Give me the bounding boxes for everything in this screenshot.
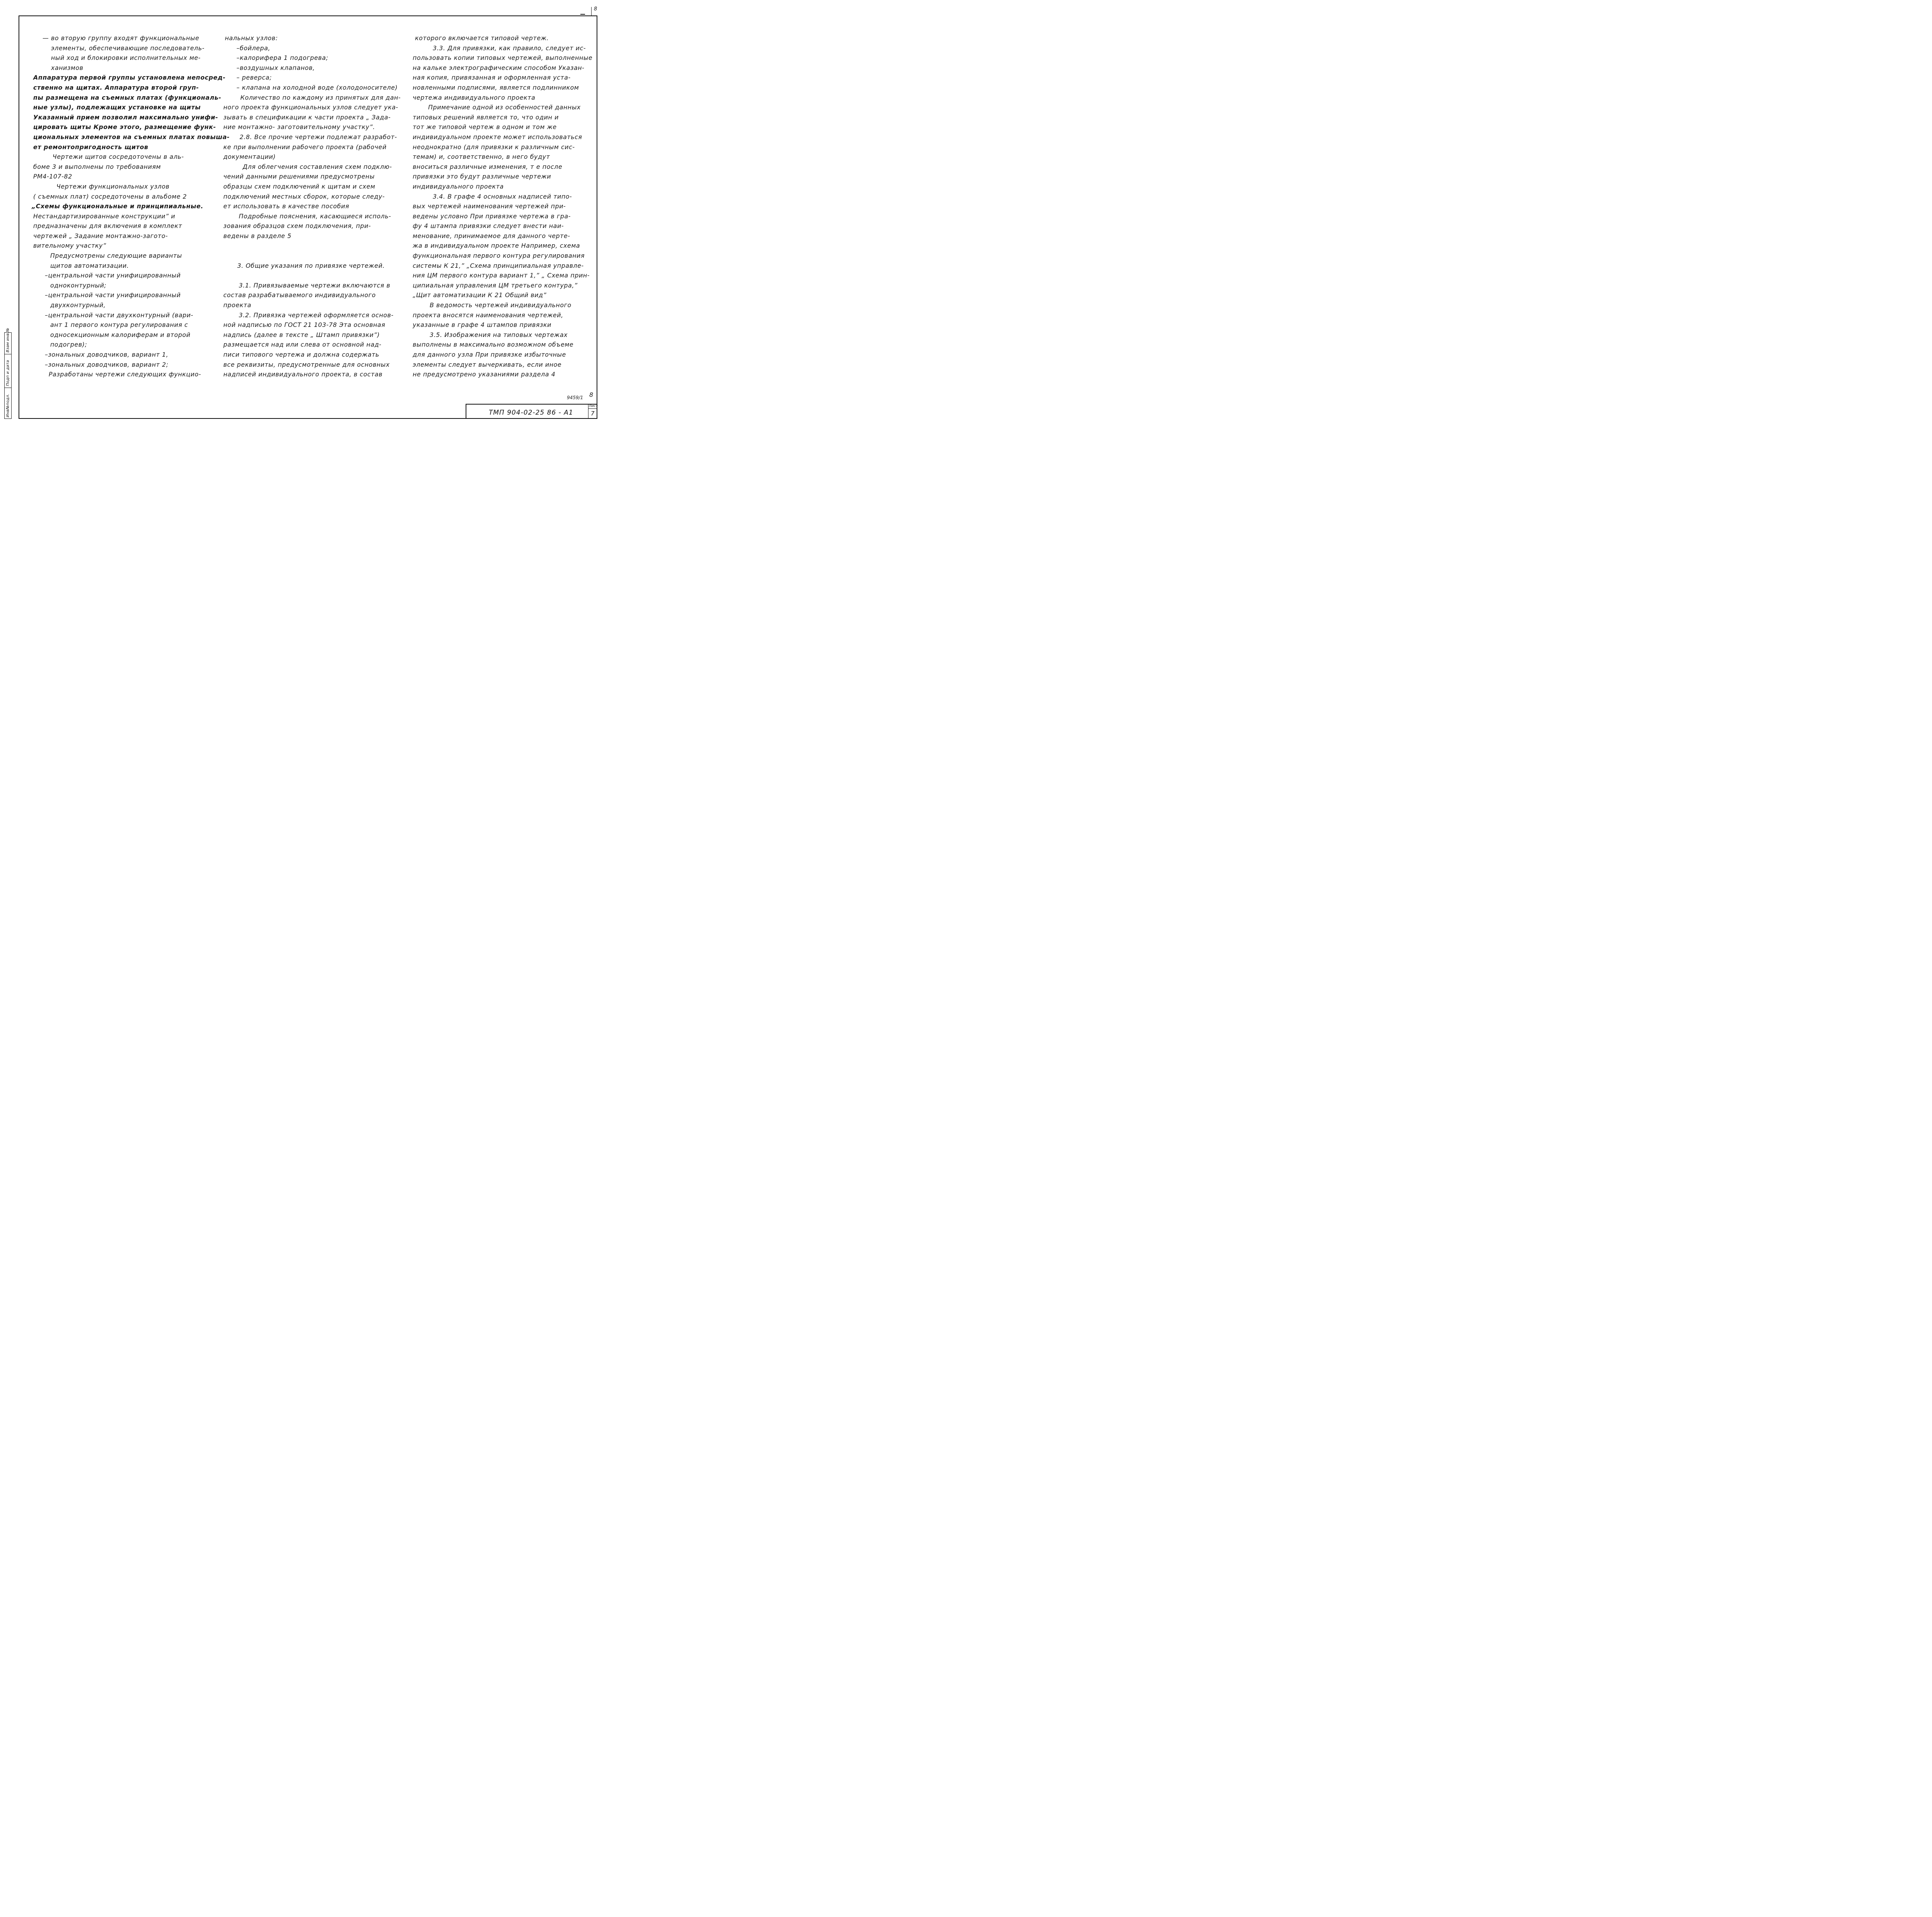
text-column-2: [221, 33, 399, 379]
sheet-label: Лист: [589, 404, 598, 408]
inventory-number: 9459/1: [567, 395, 583, 400]
text-line: одноконтурный;: [50, 281, 107, 289]
text-line: новленными подписями, является подлинником: [413, 83, 579, 91]
text-line: односекционным калориферам и второй: [50, 331, 190, 338]
text-line: предназначены для включения в комплект: [33, 222, 182, 230]
text-line: надпись (далее в тексте „ Штамп привязки”): [223, 331, 380, 338]
text-line: – клапана на холодной воде (холодоносителе): [236, 83, 398, 91]
text-line: Предусмотрены следующие варианты: [50, 252, 182, 260]
text-line: вноситься различные изменения, т е после: [413, 163, 563, 170]
text-line: все реквизиты, предусмотренные для основных: [223, 361, 390, 368]
text-line: 3.3. Для привязки, как правило, следует ис-: [433, 44, 586, 52]
text-line: ной надписью по ГОСТ 21 103-78 Эта основная: [223, 321, 386, 329]
text-line: элементы, обеспечивающие последователь-: [51, 44, 205, 52]
text-line: тот же типовой чертеж в одном и том же: [413, 123, 557, 131]
text-line: вительному участку”: [33, 242, 106, 250]
text-line: надписей индивидуального проекта, в состав: [223, 371, 383, 378]
drawing-sheet: [0, 0, 603, 426]
text-line: состав разрабатываемого индивидуального: [223, 291, 376, 299]
sheet-number: 7: [591, 410, 595, 417]
text-line: двухконтурный,: [50, 301, 106, 309]
text-line: документации): [223, 153, 276, 161]
text-line: функциональная первого контура регулирования: [413, 252, 585, 260]
text-line: жа в индивидуальном проекте Например, схема: [413, 242, 580, 250]
text-line: на кальке электрографическим способом Указан-: [413, 64, 585, 71]
text-line: писи типового чертежа и должна содержать: [223, 351, 379, 358]
text-line: для данного узла При привязке избыточные: [413, 351, 566, 358]
text-line: –бойлера,: [236, 44, 270, 52]
text-line: –зональных доводчиков, вариант 2;: [45, 361, 168, 368]
text-line: подключений местных сборок, которые следу-: [223, 192, 385, 200]
text-line: ные узлы), подлежащих установке на щиты: [33, 104, 201, 111]
text-line: Аппаратура первой группы установлена непосред-: [33, 74, 226, 82]
text-line: зования образцов схем подключения, при-: [223, 222, 371, 230]
text-line: Количество по каждому из принятых для дан-: [240, 94, 401, 101]
text-line: ет использовать в качестве пособия: [223, 202, 349, 210]
text-line: темам) и, соответственно, в него будут: [413, 153, 550, 161]
text-line: –центральной части унифицированный: [45, 272, 181, 279]
text-line: циональных элементов на съемных платах повыша-: [33, 133, 230, 141]
text-column-1: [30, 33, 230, 379]
text-line: ведены условно При привязке чертежа в гра-: [413, 212, 571, 220]
text-line: нальных узлов:: [225, 34, 278, 42]
document-code: ТМП 904-02-25 86 - А1: [489, 409, 573, 417]
text-line: В ведомость чертежей индивидуального: [430, 301, 571, 309]
text-line: ние монтажно- заготовительному участку”.: [223, 123, 375, 131]
text-line: ке при выполнении рабочего проекта (рабочей: [223, 143, 387, 151]
text-line: ная копия, привязанная и оформленная уста-: [413, 74, 571, 82]
text-line: — во вторую группу входят функциональные: [43, 34, 199, 42]
side-stamp-inv-podl: Инв№подл.: [4, 388, 12, 419]
text-line: пользовать копии типовых чертежей, выполненные: [413, 54, 593, 62]
text-line: размещается над или слева от основной над-: [223, 341, 382, 349]
text-line: Чертежи щитов сосредоточены в аль-: [53, 153, 184, 161]
text-line: которого включается типовой чертеж.: [415, 34, 549, 42]
text-line: ведены в разделе 5: [223, 232, 292, 240]
handwritten-page-number: 8: [589, 391, 594, 398]
text-line: 3.5. Изображения на типовых чертежах: [430, 331, 568, 338]
text-line: проекта: [223, 301, 252, 309]
text-line: ципиальная управления ЦМ третьего контура,”: [413, 281, 578, 289]
text-line: индивидуальном проекте может использоваться: [413, 133, 582, 141]
text-line: ного проекта функциональных узлов следует ука-: [223, 104, 398, 111]
side-stamp: [4, 328, 12, 419]
text-line: типовых решений является то, что один и: [413, 113, 559, 121]
text-line: 2.8. Все прочие чертежи подлежат разработ-: [240, 133, 397, 141]
text-line: менование, принимаемое для данного черте-: [413, 232, 570, 240]
text-line: элементы следует вычеркивать, если иное: [413, 361, 562, 368]
text-line: –калорифера 1 подогрева;: [236, 54, 328, 62]
text-line: не предусмотрено указаниями раздела 4: [413, 371, 556, 378]
text-line: ет ремонтопригодность щитов: [33, 143, 148, 151]
text-line: пы размещена на съемных платах (функциональ-: [33, 94, 221, 101]
text-line: цировать щиты Кроме этого, размещение функ-: [33, 123, 216, 131]
text-line: – реверса;: [236, 74, 272, 82]
section-heading: 3. Общие указания по привязке чертежей.: [237, 262, 385, 269]
text-line: боме 3 и выполнены по требованиям: [33, 163, 161, 170]
text-line: „Схемы функциональные и принципиальные.: [32, 202, 204, 210]
text-line: ственно на щитах. Аппаратура второй груп-: [33, 83, 199, 91]
text-line: Для облегчения составления схем подклю-: [243, 163, 392, 170]
text-line: зывать в спецификации к части проекта „ Зада-: [223, 113, 391, 121]
text-line: –центральной части двухконтурный (вари-: [45, 311, 194, 319]
text-line: чений данными решениями предусмотрены: [223, 173, 375, 180]
text-line: Нестандартизированные конструкции” и: [33, 212, 175, 220]
text-column-3: [412, 33, 593, 379]
text-line: [221, 251, 399, 261]
side-stamp-vzam-inv: Взам инв.№: [6, 328, 10, 352]
text-line: проекта вносятся наименования чертежей,: [413, 311, 563, 319]
text-line: 3.1. Привязываемые чертежи включаются в: [239, 281, 391, 289]
text-line: ант 1 первого контура регулирования с: [50, 321, 188, 329]
text-line: ханизмов: [51, 64, 83, 71]
text-line: ния ЦМ первого контура вариант 1,” „ Схема прин-: [413, 272, 590, 279]
text-line: ( съемных плат) сосредоточены в альбоме 2: [33, 192, 187, 200]
text-line: 3.2. Привязка чертежей оформляется основ-: [239, 311, 394, 319]
text-line: выполнены в максимально возможном объеме: [413, 341, 574, 349]
text-line: вых чертежей наименования чертежей при-: [413, 202, 566, 210]
corner-page-number: 8: [594, 6, 597, 12]
note-line: Примечание одной из особенностей данных: [428, 104, 581, 111]
text-line: чертежа индивидуального проекта: [413, 94, 536, 101]
text-line: щитов автоматизации.: [50, 262, 129, 269]
side-stamp-podp-data: Подп и дата: [4, 354, 12, 388]
text-line: Чертежи функциональных узлов: [56, 182, 170, 190]
text-line: индивидуального проекта: [413, 182, 504, 190]
text-line: ный ход и блокировки исполнительных ме-: [51, 54, 201, 62]
text-line: –центральной части унифицированный: [45, 291, 181, 299]
text-line: РМ4-107-82: [33, 173, 72, 180]
text-line: Подробные пояснения, касающиеся исполь-: [239, 212, 391, 220]
text-line: Указанный прием позволил максимально унифи-: [33, 113, 218, 121]
text-line: указанные в графе 4 штампов привязки: [413, 321, 551, 329]
text-line: „Щит автоматизации К 21 Общий вид”: [413, 291, 547, 299]
text-line: Разработаны чертежи следующих функцио-: [49, 371, 201, 378]
text-line: [221, 241, 399, 251]
text-line: чертежей „ Задание монтажно-загото-: [33, 232, 168, 240]
text-line: фу 4 штампа привязки следует внести наи-: [413, 222, 564, 230]
text-line: 3.4. В графе 4 основных надписей типо-: [433, 192, 572, 200]
corner-tick-mark: [580, 14, 585, 15]
text-line: образцы схем подключений к щитам и схем: [223, 182, 376, 190]
text-line: –зональных доводчиков, вариант 1,: [45, 351, 168, 358]
text-line: привязки это будут различные чертежи: [413, 173, 551, 180]
text-line: [221, 270, 399, 281]
text-line: неоднократно (для привязки к различным сис-: [413, 143, 575, 151]
text-line: системы К 21,” „Схема принципиальная управле-: [413, 262, 584, 269]
text-line: –воздушных клапанов,: [236, 64, 315, 71]
text-line: подогрев);: [50, 341, 87, 349]
